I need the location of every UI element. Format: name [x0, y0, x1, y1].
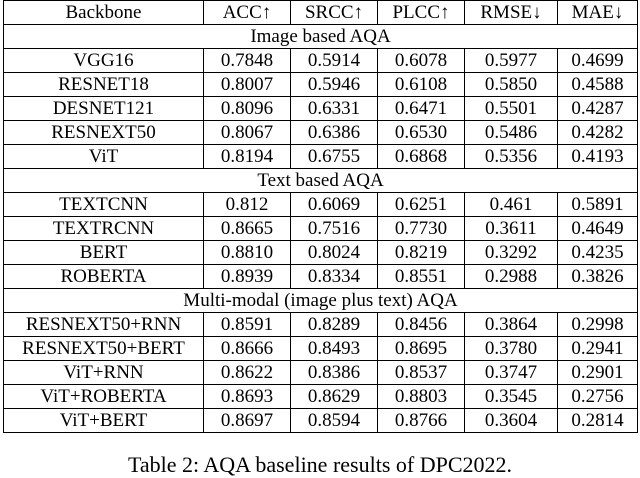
metric-cell: 0.2998: [558, 313, 638, 337]
metric-cell: 0.3292: [465, 241, 558, 265]
section-header-row: [4, 25, 638, 49]
metric-cell: 0.812: [204, 193, 291, 217]
metric-cell: 0.6386: [291, 121, 378, 145]
backbone-cell: RESNEXT50: [4, 121, 204, 145]
section-title: Text based AQA: [4, 169, 638, 193]
metric-cell: 0.8289: [291, 313, 378, 337]
metric-cell: 0.8695: [378, 337, 465, 361]
metric-cell: 0.7730: [378, 217, 465, 241]
metric-cell: 0.4588: [558, 73, 638, 97]
column-header-mae: MAE↓: [558, 1, 638, 25]
metric-cell: 0.461: [465, 193, 558, 217]
metric-cell: 0.8629: [291, 385, 378, 409]
backbone-cell: BERT: [4, 241, 204, 265]
table-row: [4, 337, 638, 361]
metric-cell: 0.6251: [378, 193, 465, 217]
metric-cell: 0.8594: [291, 409, 378, 433]
section-title: Multi-modal (image plus text) AQA: [4, 289, 638, 313]
section-header-row: [4, 289, 638, 313]
table-caption: Table 2: AQA baseline results of DPC2022.: [127, 452, 513, 477]
metric-cell: 0.8007: [204, 73, 291, 97]
section-title: Image based AQA: [4, 25, 638, 49]
table-body: [4, 25, 638, 433]
metric-cell: 0.7848: [204, 49, 291, 73]
metric-cell: 0.8810: [204, 241, 291, 265]
backbone-cell: VGG16: [4, 49, 204, 73]
header-row: [4, 1, 638, 25]
metric-cell: 0.8219: [378, 241, 465, 265]
table-row: [4, 409, 638, 433]
metric-cell: 0.8386: [291, 361, 378, 385]
metric-cell: 0.8194: [204, 145, 291, 169]
metric-cell: 0.5850: [465, 73, 558, 97]
table-row: [4, 145, 638, 169]
metric-cell: 0.6069: [291, 193, 378, 217]
metric-cell: 0.6471: [378, 97, 465, 121]
table-row: [4, 217, 638, 241]
backbone-cell: RESNET18: [4, 73, 204, 97]
metric-cell: 0.6755: [291, 145, 378, 169]
backbone-cell: DESNET121: [4, 97, 204, 121]
metric-cell: 0.3611: [465, 217, 558, 241]
metric-cell: 0.2988: [465, 265, 558, 289]
metric-cell: 0.5501: [465, 97, 558, 121]
backbone-cell: ROBERTA: [4, 265, 204, 289]
metric-cell: 0.8456: [378, 313, 465, 337]
metric-cell: 0.5891: [558, 193, 638, 217]
metric-cell: 0.6108: [378, 73, 465, 97]
metric-cell: 0.8024: [291, 241, 378, 265]
metric-cell: 0.8537: [378, 361, 465, 385]
backbone-cell: ViT+ROBERTA: [4, 385, 204, 409]
column-header-backbone: Backbone: [4, 1, 204, 25]
metric-cell: 0.3604: [465, 409, 558, 433]
metric-cell: 0.4282: [558, 121, 638, 145]
table-row: [4, 121, 638, 145]
metric-cell: 0.2814: [558, 409, 638, 433]
metric-cell: 0.8666: [204, 337, 291, 361]
metric-cell: 0.3864: [465, 313, 558, 337]
backbone-cell: RESNEXT50+RNN: [4, 313, 204, 337]
backbone-cell: TEXTCNN: [4, 193, 204, 217]
backbone-cell: ViT+BERT: [4, 409, 204, 433]
metric-cell: 0.4699: [558, 49, 638, 73]
backbone-cell: ViT+RNN: [4, 361, 204, 385]
metric-cell: 0.3826: [558, 265, 638, 289]
metric-cell: 0.3780: [465, 337, 558, 361]
metric-cell: 0.8693: [204, 385, 291, 409]
metric-cell: 0.5914: [291, 49, 378, 73]
table-row: [4, 265, 638, 289]
metric-cell: 0.4235: [558, 241, 638, 265]
metric-cell: 0.8551: [378, 265, 465, 289]
metric-cell: 0.5946: [291, 73, 378, 97]
metric-cell: 0.3747: [465, 361, 558, 385]
section-header-row: [4, 169, 638, 193]
table-row: [4, 73, 638, 97]
metric-cell: 0.4649: [558, 217, 638, 241]
metric-cell: 0.6331: [291, 97, 378, 121]
metric-cell: 0.6530: [378, 121, 465, 145]
table-row: [4, 385, 638, 409]
backbone-cell: RESNEXT50+BERT: [4, 337, 204, 361]
table-row: [4, 361, 638, 385]
metric-cell: 0.8334: [291, 265, 378, 289]
backbone-cell: ViT: [4, 145, 204, 169]
table-row: [4, 241, 638, 265]
metric-cell: 0.8803: [378, 385, 465, 409]
metric-cell: 0.8766: [378, 409, 465, 433]
metric-cell: 0.2941: [558, 337, 638, 361]
metric-cell: 0.8096: [204, 97, 291, 121]
column-header-acc: ACC↑: [204, 1, 291, 25]
metric-cell: 0.7516: [291, 217, 378, 241]
metric-cell: 0.8622: [204, 361, 291, 385]
metric-cell: 0.6868: [378, 145, 465, 169]
table-row: [4, 313, 638, 337]
table-row: [4, 193, 638, 217]
column-header-plcc: PLCC↑: [378, 1, 465, 25]
results-table: [3, 0, 638, 433]
metric-cell: 0.4193: [558, 145, 638, 169]
table-row: [4, 97, 638, 121]
metric-cell: 0.4287: [558, 97, 638, 121]
metric-cell: 0.8665: [204, 217, 291, 241]
metric-cell: 0.5486: [465, 121, 558, 145]
metric-cell: 0.6078: [378, 49, 465, 73]
column-header-srcc: SRCC↑: [291, 1, 378, 25]
metric-cell: 0.8493: [291, 337, 378, 361]
column-header-rmse: RMSE↓: [465, 1, 558, 25]
metric-cell: 0.5356: [465, 145, 558, 169]
metric-cell: 0.5977: [465, 49, 558, 73]
table-row: [4, 49, 638, 73]
metric-cell: 0.2756: [558, 385, 638, 409]
metric-cell: 0.8591: [204, 313, 291, 337]
metric-cell: 0.8697: [204, 409, 291, 433]
metric-cell: 0.8067: [204, 121, 291, 145]
backbone-cell: TEXTRCNN: [4, 217, 204, 241]
metric-cell: 0.2901: [558, 361, 638, 385]
metric-cell: 0.3545: [465, 385, 558, 409]
metric-cell: 0.8939: [204, 265, 291, 289]
